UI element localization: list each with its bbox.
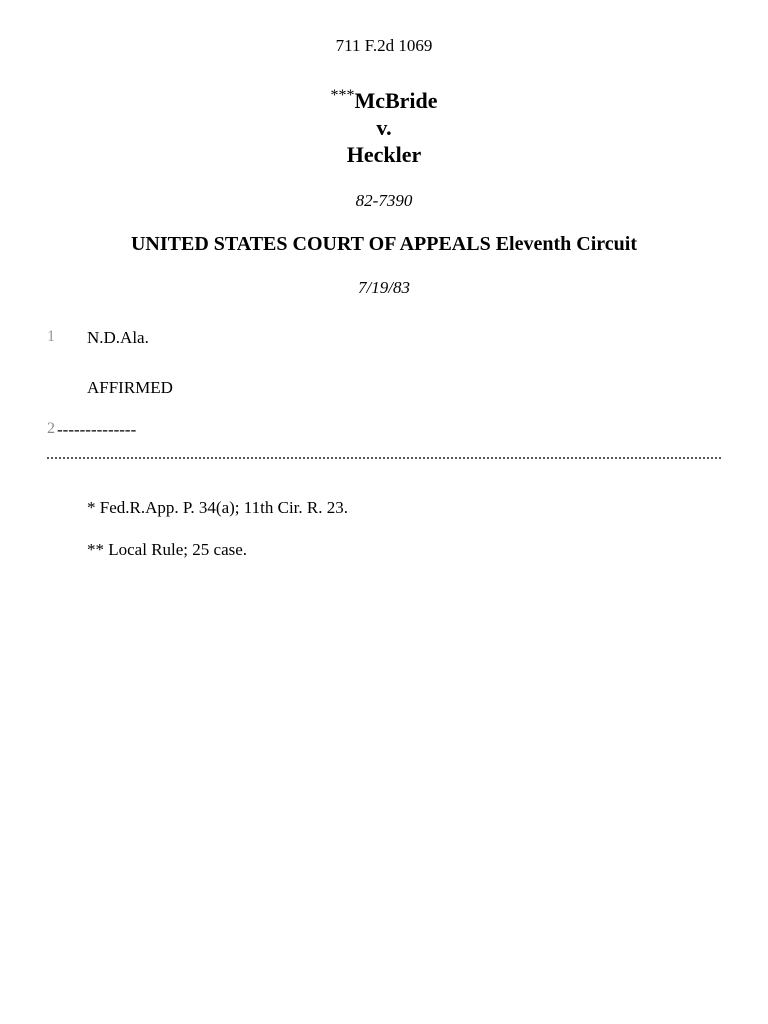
court-name: UNITED STATES COURT OF APPEALS Eleventh Circuit bbox=[130, 233, 638, 255]
caption-defendant: Heckler bbox=[346, 142, 422, 167]
footnote: ** Local Rule; 25 case. bbox=[87, 540, 248, 559]
caption-plaintiff-line bbox=[0, 82, 768, 114]
caption-versus: v. bbox=[376, 115, 392, 140]
case-caption bbox=[0, 82, 768, 168]
paragraph-number: 1 bbox=[47, 328, 55, 345]
footnote: * Fed.R.App. P. 34(a); 11th Cir. R. 23. bbox=[87, 498, 348, 517]
decision-date: 7/19/83 bbox=[358, 278, 410, 297]
paragraph-number: 2 bbox=[47, 420, 55, 437]
footnote-divider bbox=[47, 457, 721, 459]
caption-plaintiff: McBride bbox=[354, 88, 438, 113]
docket-number: 82-7390 bbox=[355, 191, 413, 210]
caption-prefix: *** bbox=[330, 87, 355, 104]
reporter-citation: 711 F.2d 1069 bbox=[335, 36, 433, 55]
paragraph-text: N.D.Ala. bbox=[87, 328, 149, 347]
disposition-text: AFFIRMED bbox=[87, 378, 173, 397]
footnote-separator-text: -------------- bbox=[57, 420, 137, 439]
